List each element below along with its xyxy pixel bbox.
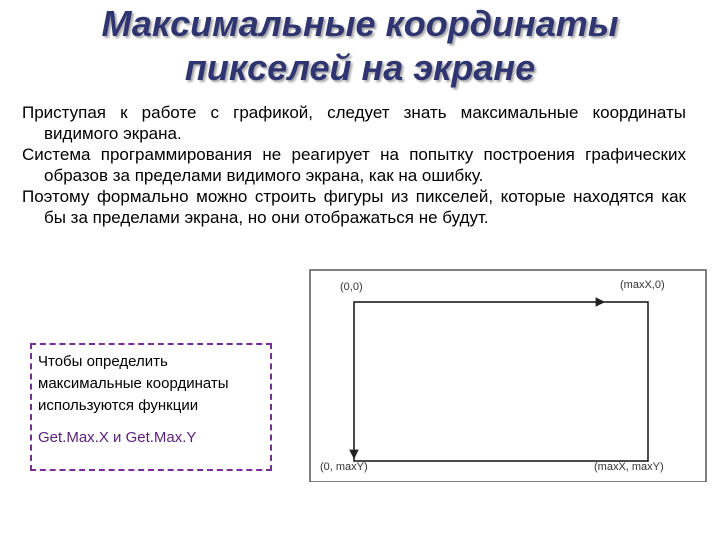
body-text [22,102,686,228]
title-line-1: Максимальные координаты [101,3,619,44]
note-text: Чтобы определить максимальные координаты используются функции [38,353,229,414]
screen-rectangle [354,302,648,461]
screen-coordinates-diagram [300,260,710,482]
label-top-left: (0,0) [340,281,363,293]
label-bottom-left: (0, maxY) [320,461,368,473]
slide-title [0,2,720,90]
label-bottom-right: (maxX, maxY) [594,461,664,473]
label-top-right: (maxX,0) [620,279,665,291]
title-line-2: пикселей на экране [184,47,536,88]
paragraph-3: Поэтому формально можно строить фигуры из пикселей, которые находятся как бы за пределами экрана, но они отображаться не будут. [22,187,686,227]
paragraph-1: Приступая к работе с графикой, следует знать максимальные координаты видимого экрана. [22,103,686,143]
paragraph-2: Система программирования не реагирует на попытку построения графических образов за пределами видимого экрана, как на ошибку. [22,145,686,185]
note-box [30,343,272,471]
note-functions: Get.Max.X и Get.Max.Y [38,429,197,446]
